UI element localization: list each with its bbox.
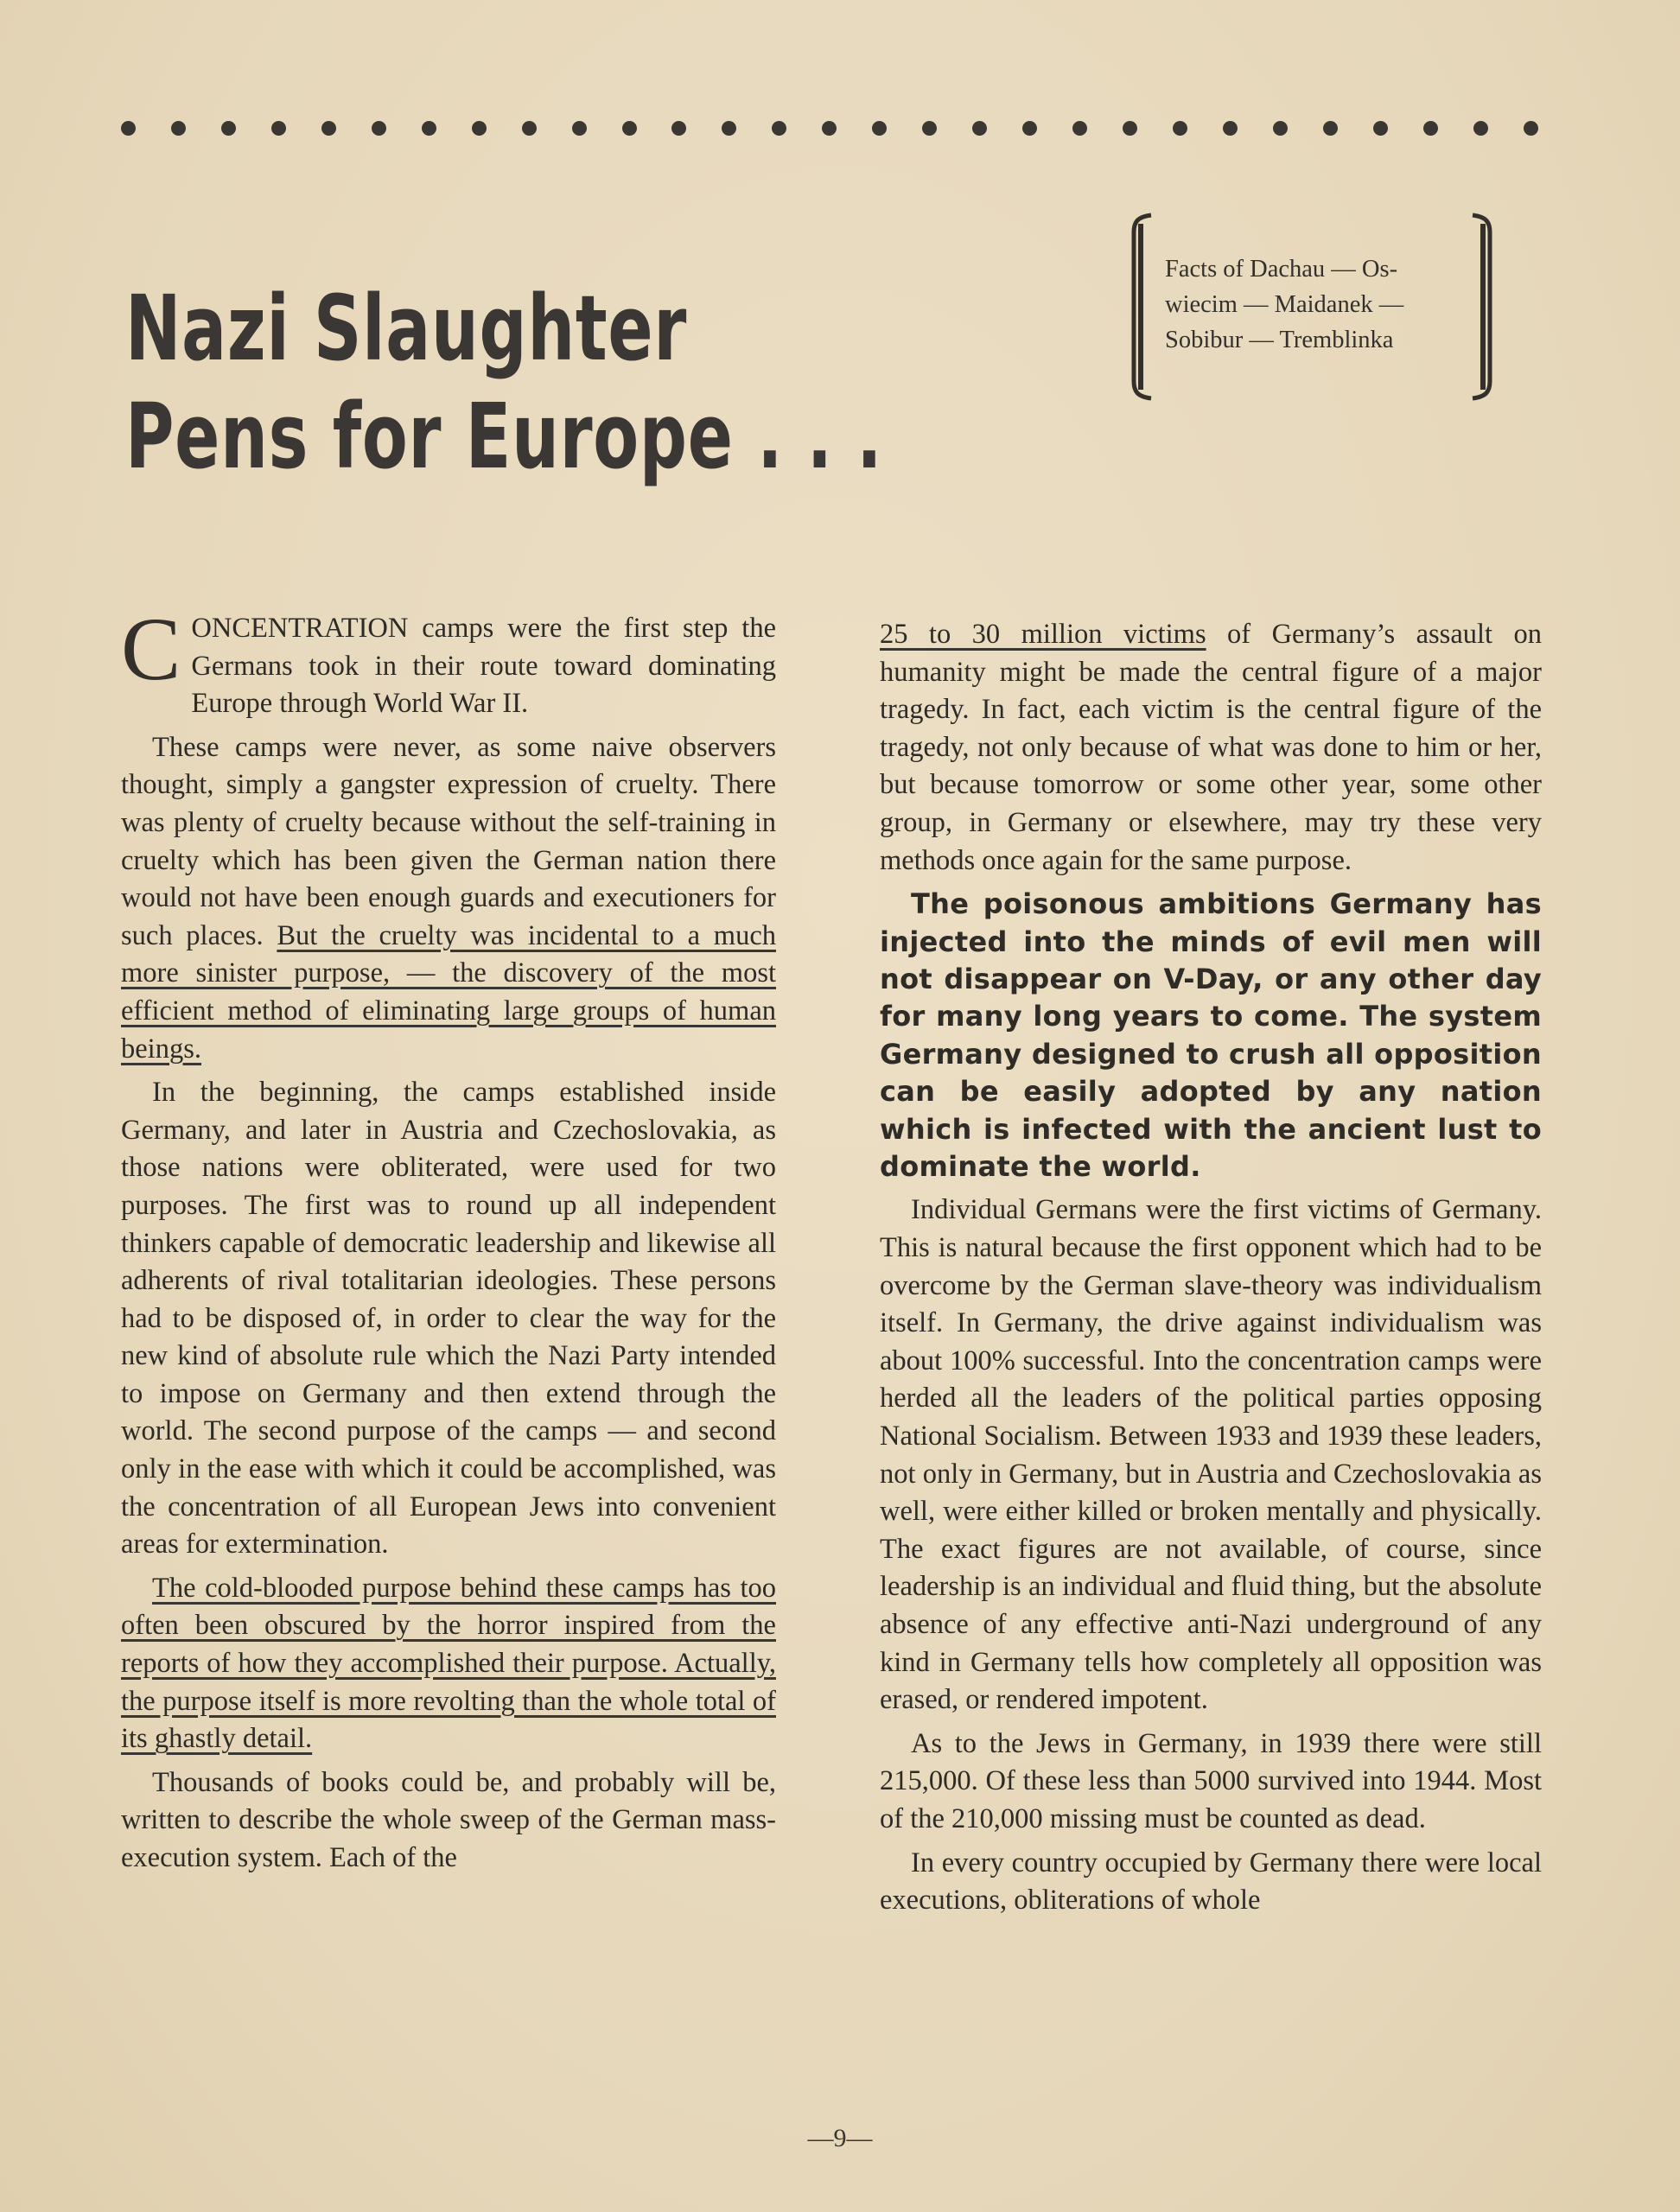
title-line-1: Nazi Slaughter (125, 276, 688, 381)
page-number: —9— (807, 2124, 873, 2152)
sidebar-text: Facts of Dachau — Os- wiecim — Maidanek — Sobibur — Tremblinka (1165, 256, 1404, 353)
paragraph-1-text: ONCENTRATION camps were the first step the Germans took in their route toward dominating Europe through World War II. (191, 613, 776, 720)
right-column (880, 616, 1542, 1926)
paragraph-8: As to the Jews in Germany, in 1939 there were still 215,000. Of these less than 5000 survived into 1944. Most of the 210,000 missing must be counted as dead. (880, 1727, 1542, 1834)
paragraph-7: Individual Germans were the first victims of Germany. This is natural because the first opponent which had to be overcome by the German slave-theory was individualism itself. In Germany, the drive against individualism was about 100% successful. Into the concentration camps were herded all the leaders of the political parties opposing National Socialism. Between 1933 and 1939 these leaders, not only in Germany, but in Austria and Czechoslovakia as well, were either killed or broken mentally and physically. The exact figures are not available, of course, since leadership is an individual and fluid thing, but the absolute absence of any effective anti-Nazi underground of any kind in Germany tells how completely all opposition was erased, or rendered impotent. (880, 1194, 1542, 1716)
paragraph-2-text: These camps were never, as some naive observers thought, simply a gangster expression of cruelty. There was plenty of cruelty because without the self-training in cruelty which has been given the German nation there would not have been enough guards and executioners for such places. (121, 731, 776, 951)
drop-cap: C (121, 600, 181, 699)
paragraph-5: Thousands of books could be, and probably will be, written to describe the whole sweep of the German mass-execution system. Each of the (121, 1766, 776, 1873)
paragraph-4 (121, 1570, 776, 1758)
title-line-2: Pens for Europe . . . (125, 383, 883, 489)
paragraph-6-text: of Germany’s assault on humanity might be made the central figure of a major tragedy. In fact, each victim is the central figure of the tragedy, not only because of what was done to him or her, but because tomorrow or some other year, some other group, in Germany or elsewhere, may try these very methods once again for the same purpose. (880, 619, 1542, 876)
article-title (125, 275, 882, 491)
paragraph-1 (121, 600, 776, 723)
paragraph-4-underlined: The cold-blooded purpose behind these camps has too often been obscured by the horror inspired from the reports of how they accomplished their purpose. Actually, the purpose itself is more revolting than the whole total of its ghastly detail. (121, 1572, 776, 1755)
left-column (121, 600, 776, 1884)
sidebar-box (1122, 210, 1502, 404)
paragraph-9: In every country occupied by Germany there were local executions, obliterations of whole (880, 1847, 1542, 1916)
dotted-rule (121, 117, 1538, 139)
bold-emphasis-paragraph: The poisonous ambitions Germany has injected into the minds of evil men will not disappear on V-Day, or any other day for many long years to come. The system Germany designed to crush all opposition can be easily adopted by any nation which is infected with the ancient lust to dominate the world. (880, 887, 1542, 1183)
paragraph-6-underlined: 25 to 30 million victims (880, 619, 1206, 650)
paragraph-2 (121, 729, 776, 1068)
paragraph-2-underlined: But the cruelty was incidental to a much more sinister purpose, — the discovery of the most efficient method of eliminating large groups of human beings. (121, 919, 776, 1065)
paragraph-3: In the beginning, the camps established inside Germany, and later in Austria and Czechoslovakia, as those nations were obliterated, were used for two purposes. The first was to round up all independent thinkers capable of democratic leadership and likewise all adherents of rival totalitarian ideologies. These persons had to be disposed of, in order to clear the way for the new kind of absolute rule which the Nazi Party intended to impose on Germany and then extend through the world. The second purpose of the camps — and second only in the ease with which it could be accomplished, was the concentration of all European Jews into convenient areas for extermination. (121, 1077, 776, 1560)
paragraph-6 (880, 616, 1542, 880)
